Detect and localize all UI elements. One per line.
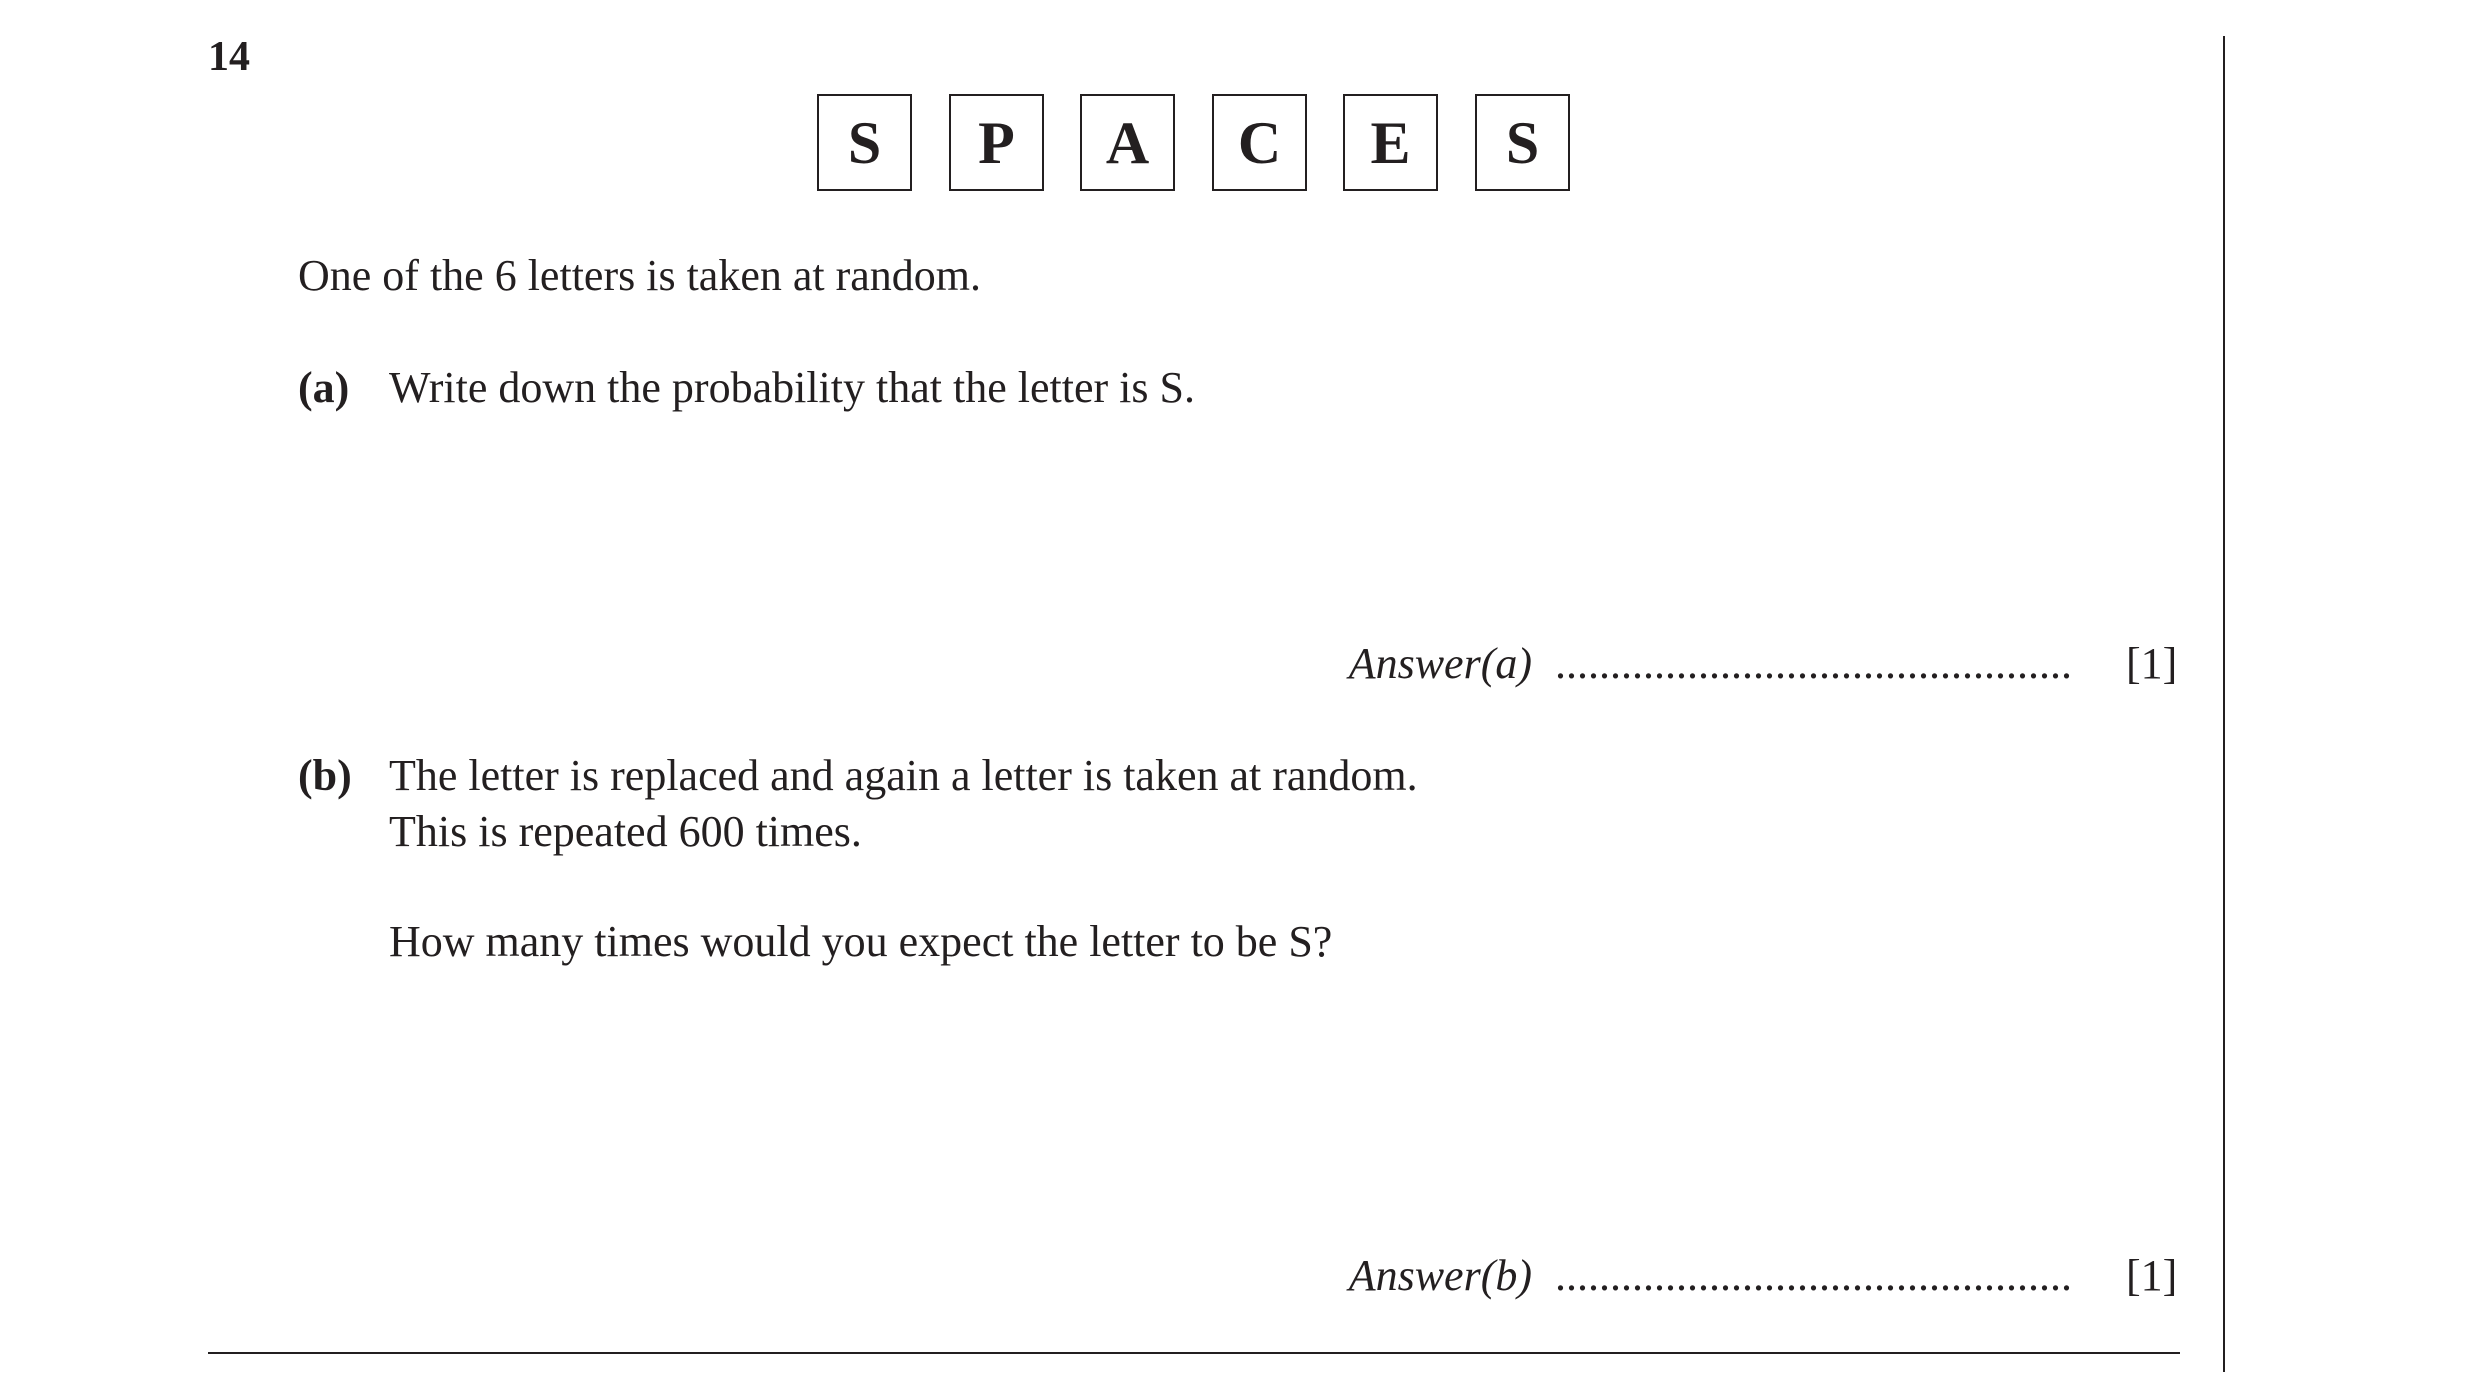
answer-a-row xyxy=(0,639,2480,692)
letter-tile: P xyxy=(949,94,1044,191)
answer-a-field[interactable]: ............................................... xyxy=(1555,639,2072,688)
margin-line xyxy=(2223,36,2225,1372)
letter-tile: A xyxy=(1080,94,1175,191)
part-b-line-1: The letter is replaced and again a letter is taken at random. xyxy=(389,751,1418,800)
answer-a-marks: [1] xyxy=(2126,639,2178,688)
answer-b-marks: [1] xyxy=(2126,1251,2178,1300)
part-a-question: Write down the probability that the letter is S. xyxy=(389,363,1195,412)
answer-b-row xyxy=(0,1251,2480,1304)
part-a-label: (a) xyxy=(298,363,350,412)
part-b-question: How many times would you expect the letter to be S? xyxy=(389,917,1333,966)
question-intro: One of the 6 letters is taken at random. xyxy=(298,251,982,300)
letter-tile: S xyxy=(1475,94,1570,191)
part-b-line-2: This is repeated 600 times. xyxy=(389,807,862,856)
answer-b-label: Answer(b) xyxy=(1348,1251,1532,1300)
answer-a-label: Answer(a) xyxy=(1348,639,1532,688)
part-b-label: (b) xyxy=(298,751,352,800)
letter-tile: C xyxy=(1212,94,1307,191)
letter-tile: E xyxy=(1343,94,1438,191)
answer-b-field[interactable]: ............................................... xyxy=(1555,1251,2072,1300)
question-number: 14 xyxy=(208,34,250,80)
letter-tile: S xyxy=(817,94,912,191)
question-divider xyxy=(208,1352,2180,1354)
